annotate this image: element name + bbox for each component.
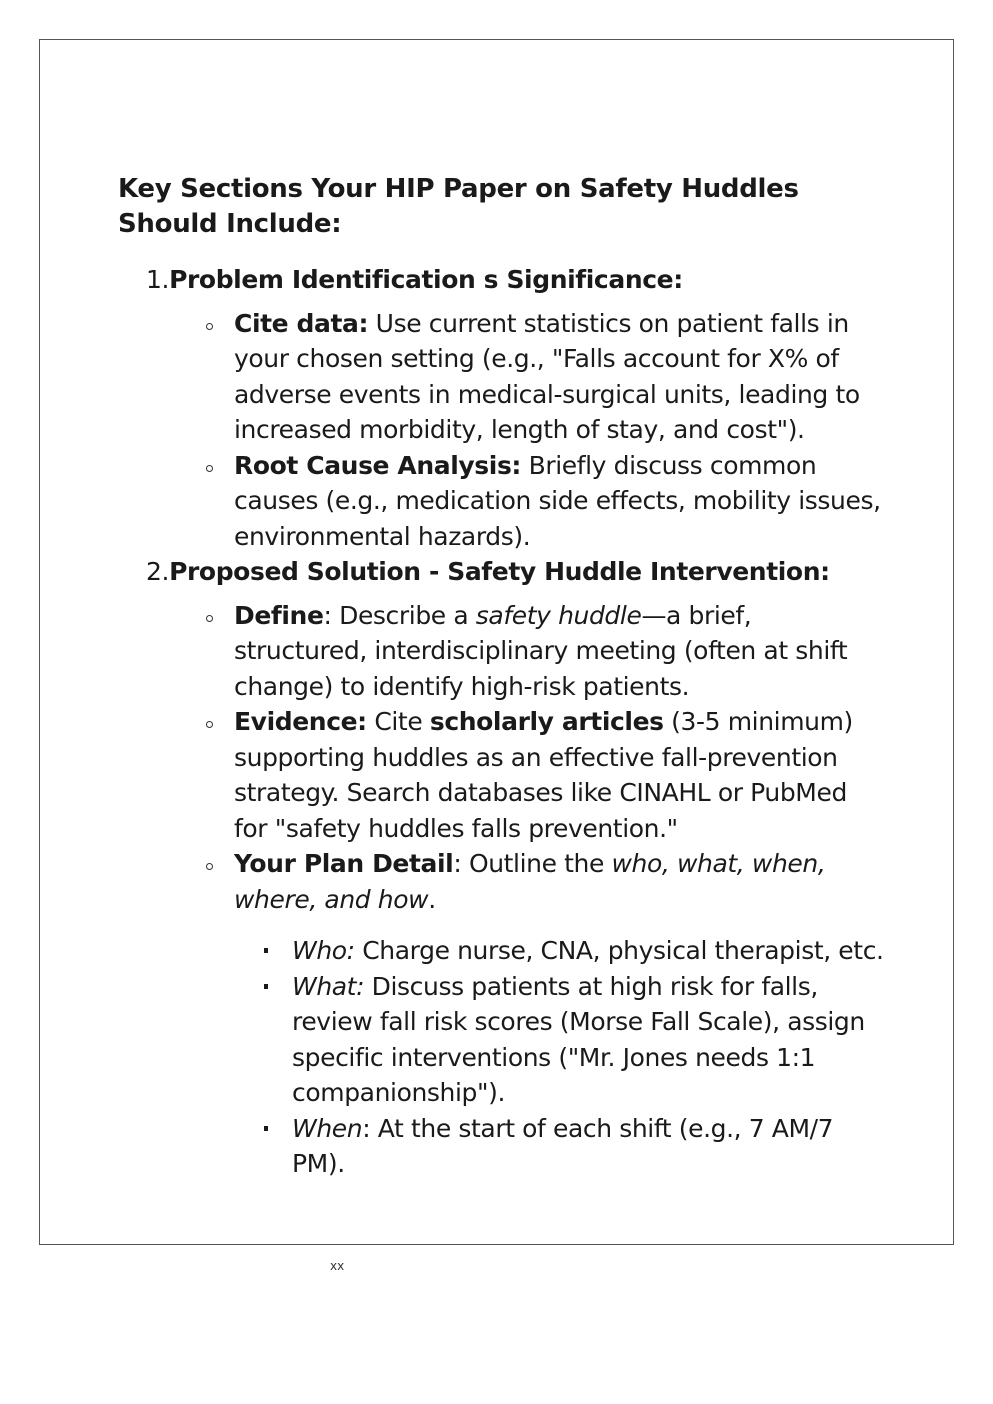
item-strong: scholarly articles — [429, 707, 664, 736]
item-emphasis: When — [292, 1113, 363, 1143]
section-problem-identification — [146, 262, 886, 554]
item-text-pre: Outline the — [468, 849, 604, 878]
item-text-post: —a brief, structured, interdisciplinary meeting (often at shift change) to identify high-risk patients. — [234, 600, 848, 701]
item-label: Your Plan Detail — [234, 849, 454, 878]
section-title: Problem Identification s Significance: — [169, 265, 683, 294]
item-text-post: . — [428, 884, 436, 914]
list-item-what — [234, 969, 886, 1111]
item-text-post: (3-5 minimum) supporting huddles as an effective fall-prevention strategy. Search databases like CINAHL or PubMed for "safety huddles falls prevention." — [234, 707, 853, 843]
item-label: Root Cause Analysis: — [234, 450, 522, 480]
section-number: 1. — [146, 265, 170, 294]
list-item-plan-detail — [146, 846, 886, 1182]
item-emphasis: What: — [292, 971, 365, 1001]
square-bullet-icon — [264, 948, 268, 953]
item-separator: : — [323, 600, 332, 630]
circle-bullet-icon — [206, 863, 213, 870]
item-separator: : — [362, 1113, 371, 1143]
document-body — [146, 262, 886, 1182]
item-text: Charge nurse, CNA, physical therapist, etc. — [362, 936, 884, 965]
item-text-pre: Describe a — [339, 600, 469, 630]
square-bullet-icon — [264, 984, 268, 989]
sub-list — [146, 598, 886, 1182]
item-text-pre: Cite — [374, 707, 423, 736]
circle-bullet-icon — [206, 721, 213, 728]
list-item-define — [146, 598, 886, 705]
list-item-when — [234, 1111, 886, 1182]
circle-bullet-icon — [206, 615, 213, 622]
list-item-cite-data — [146, 306, 886, 448]
sub-list — [146, 306, 886, 555]
section-title: Proposed Solution - Safety Huddle Intervention: — [169, 557, 830, 586]
section-header — [146, 554, 886, 590]
nested-list — [234, 933, 886, 1182]
section-number: 2. — [146, 557, 170, 586]
list-item-root-cause — [146, 448, 886, 555]
footer-mark: xx — [330, 1259, 345, 1273]
item-emphasis: safety huddle — [475, 600, 642, 630]
item-text: At the start of each shift (e.g., 7 AM/7 PM). — [292, 1113, 834, 1178]
item-separator: : — [453, 849, 462, 878]
square-bullet-icon — [264, 1126, 268, 1131]
item-text: Discuss patients at high risk for falls, review fall risk scores (Morse Fall Scale), assign specific interventions ("Mr. Jones needs 1:1 companionship"). — [292, 971, 865, 1107]
item-text: Briefly discuss common causes (e.g., medication side effects, mobility issues, environmental hazards). — [234, 450, 881, 551]
page-heading: Key Sections Your HIP Paper on Safety Huddles Should Include: — [118, 174, 799, 239]
circle-bullet-icon — [206, 323, 213, 330]
item-label: Define — [234, 600, 324, 630]
section-proposed-solution — [146, 554, 886, 1182]
circle-bullet-icon — [206, 465, 213, 472]
item-label: Cite data: — [234, 308, 369, 338]
list-item-who — [234, 933, 886, 969]
item-emphasis: who, what, when, where, and how — [234, 849, 826, 914]
item-emphasis: Who: — [292, 936, 355, 965]
item-text: Use current statistics on patient falls in your chosen setting (e.g., "Falls account for X% of adverse events in medical-surgical units, leading to increased morbidity, length of stay, and cost"). — [234, 308, 860, 444]
list-item-evidence — [146, 704, 886, 846]
section-header — [146, 262, 886, 298]
item-label: Evidence: — [234, 707, 367, 736]
